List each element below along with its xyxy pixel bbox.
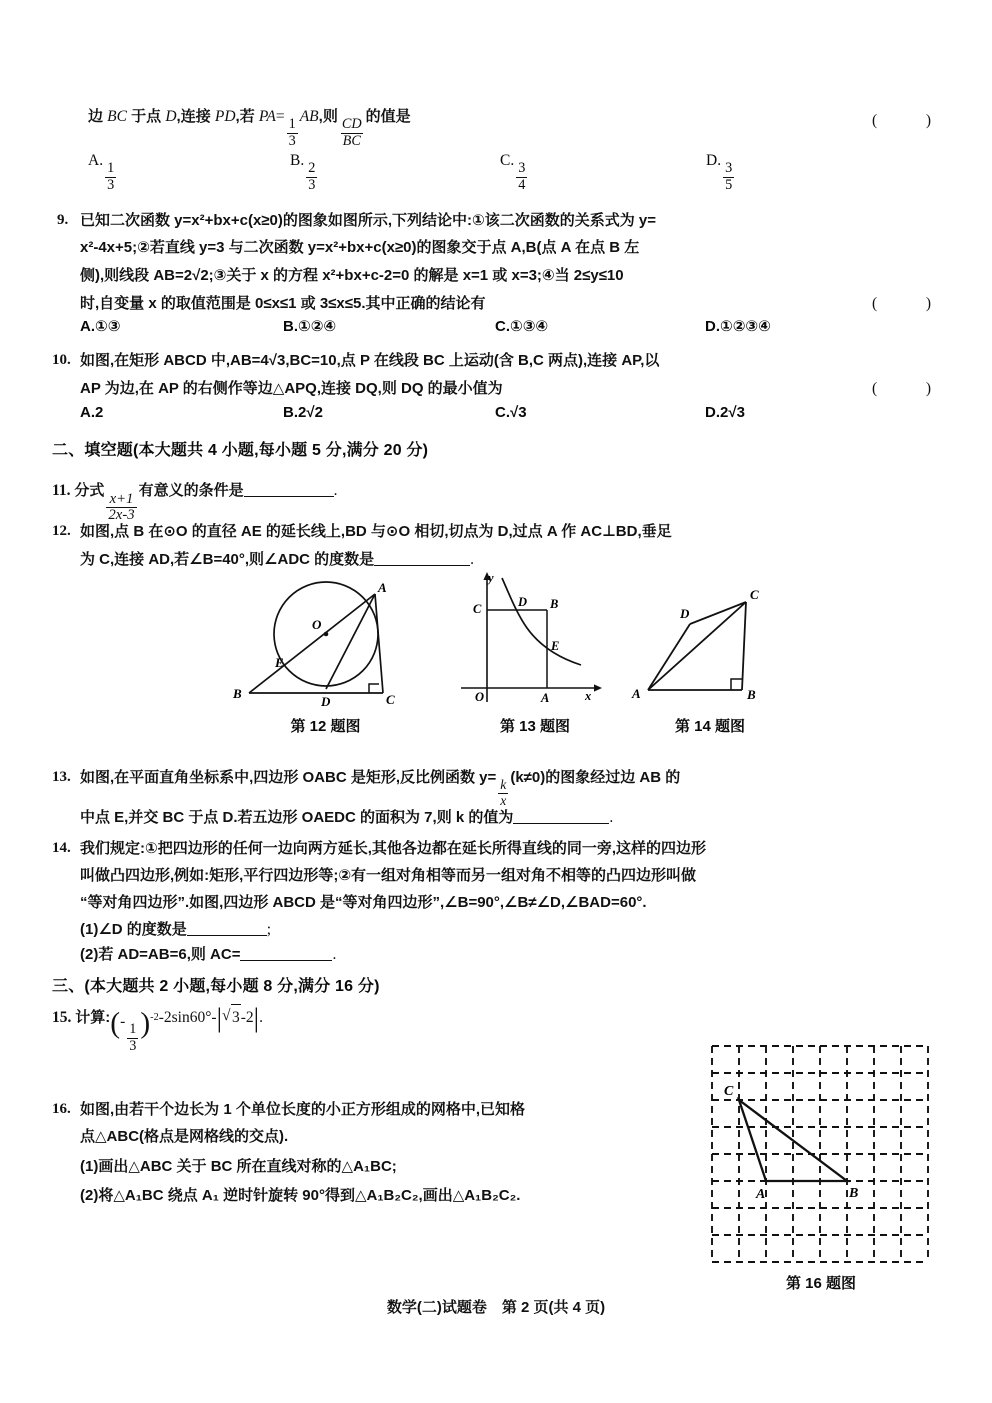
q10-option-D[interactable]: D.2√3 [705, 404, 745, 421]
q15-right-paren: ) [140, 1007, 151, 1040]
q8-option-B-label: B. [290, 152, 305, 169]
q8-option-A-label: A. [88, 152, 104, 169]
q9-answer-bracket[interactable]: ( ) [872, 295, 937, 312]
line-AC [648, 602, 746, 690]
q15-mid-expression: -2sin60°- [158, 1009, 217, 1026]
question-16-line-2: 点△ABC(格点是网格线的交点). [80, 1128, 289, 1145]
q9-option-B[interactable]: B.①②④ [283, 318, 337, 335]
figure-13-svg [455, 566, 615, 711]
figure-13 [455, 566, 615, 711]
question-9-line-3: 侧),则线段 AB=2√2;③关于 x 的方程 x²+bx+c-2=0 的解是 x=1 或 x=3;④当 2≤y≤10 [80, 267, 624, 284]
question-14-sub-2 [80, 942, 580, 968]
q15-abs-inner-rest: -2 [240, 1009, 254, 1026]
line-DC [690, 602, 746, 624]
q8-option-C-num: 3 [518, 160, 526, 177]
q8-frac2-numerator: CD [341, 116, 362, 133]
q8-fraction-one-third [287, 117, 298, 148]
q8-seg-pd: PD [214, 108, 236, 125]
figure-14-label-D: D [680, 606, 690, 621]
question-16-sub-1: (1)画出△ABC 关于 BC 所在直线对称的△A₁BC; [80, 1158, 397, 1175]
grid-lines [712, 1046, 928, 1262]
q8-option-C[interactable] [500, 152, 529, 193]
q9-option-C[interactable]: C.①③④ [495, 318, 549, 335]
q13-line1-a: 如图,在平面直角坐标系中,四边形 OABC 是矩形,反比例函数 y= [80, 769, 497, 786]
q14-sub1-pre: (1)∠D 的度数是 [80, 921, 187, 938]
question-10-line-2: AP 为边,在 AP 的右侧作等边△APQ,连接 DQ,则 DQ 的最小值为 [80, 380, 503, 397]
figure-14-caption: 第 14 题图 [674, 718, 746, 735]
question-9-number: 9. [57, 212, 69, 228]
q10-answer-bracket[interactable]: ( ) [872, 380, 937, 397]
q13-period: . [609, 809, 614, 826]
q8-seg-bc: BC [107, 108, 127, 125]
q8-option-D-num: 3 [725, 160, 733, 177]
question-9-line-2: x²-4x+5;②若直线 y=3 与二次函数 y=x²+bx+c(x≥0)的图象交于点 A,B(点 A 在点 B 左 [80, 239, 640, 256]
section-2-heading: 二、填空题(本大题共 4 小题,每小题 5 分,满分 20 分) [52, 442, 429, 459]
line-AC [375, 594, 383, 693]
figure-12-label-A: A [378, 580, 387, 595]
question-10-number: 10. [52, 352, 71, 368]
q15-sqrt-radicand: 3 [231, 1004, 241, 1031]
figure-12-caption: 第 12 题图 [290, 718, 361, 735]
right-angle-mark-B [731, 679, 742, 690]
q15-text-pre: 计算: [75, 1009, 111, 1026]
q13-fraction-k-over-x [498, 778, 508, 808]
q13-line2-pre: 中点 E,并交 BC 于点 D.若五边形 OAEDC 的面积为 7,则 k 的值为 [80, 809, 514, 826]
q12-line2-pre: 为 C,连接 AD,若∠B=40°,则∠ADC 的度数是 [80, 551, 375, 568]
question-13-line-1 [80, 765, 960, 808]
q15-power-expression [110, 1005, 158, 1054]
question-12-line-1: 如图,点 B 在⊙O 的直径 AE 的延长线上,BD 与⊙O 相切,切点为 D,过点 A 作 AC⊥BD,垂足 [80, 523, 672, 540]
q11-frac-numerator: x+1 [109, 490, 134, 507]
q14-sub2-pre: (2)若 AD=AB=6,则 AC= [80, 946, 241, 963]
figure-13-label-A: A [541, 691, 550, 705]
q8-text-3: ,连接 [176, 108, 215, 125]
q12-answer-blank[interactable] [374, 550, 470, 566]
question-14-number: 14. [52, 840, 71, 856]
q14-sub1-blank[interactable] [187, 920, 267, 936]
figure-16-label-C: C [724, 1084, 734, 1099]
figure-13-label-E: E [551, 639, 560, 653]
figure-13-label-y: y [488, 571, 494, 585]
q8-seg-pa: PA [258, 108, 276, 125]
figure-14 [630, 580, 790, 710]
line-BA [249, 594, 375, 693]
figure-14-label-B: B [747, 687, 756, 702]
question-15-number: 15. [52, 1009, 72, 1026]
question-12-line-2 [80, 547, 780, 573]
q12-period: . [470, 551, 475, 568]
question-16-number: 16. [52, 1101, 71, 1117]
q8-option-C-den: 4 [518, 176, 526, 193]
q15-fraction-one-third [127, 1022, 138, 1053]
question-16-sub-2: (2)将△A₁BC 绕点 A₁ 逆时针旋转 90°得到△A₁B₂C₂,画出△A₁B₂C₂. [80, 1187, 521, 1204]
q8-option-D-value [723, 161, 734, 192]
q9-option-D[interactable]: D.①②③④ [705, 318, 771, 335]
q10-option-A[interactable]: A.2 [80, 404, 104, 421]
question-14-line-2: 叫做凸四边形,例如:矩形,平行四边形等;②有一组对角相等而另一组对角不相等的凸四边形叫做 [80, 867, 697, 884]
page-footer: 数学(二)试题卷 第 2 页(共 4 页) [386, 1299, 606, 1316]
q10-option-B[interactable]: B.2√2 [283, 404, 323, 421]
figure-16-label-B: B [849, 1186, 859, 1201]
q8-text-4: ,若 [235, 108, 259, 125]
q14-sub2-blank[interactable] [240, 945, 332, 961]
question-12-number: 12. [52, 523, 71, 539]
figure-12-label-B: B [233, 686, 242, 701]
figure-14-label-C: C [750, 587, 759, 602]
q8-answer-bracket[interactable]: ( ) [872, 112, 937, 129]
q8-option-D-den: 5 [725, 176, 733, 193]
q8-option-A-value [105, 161, 116, 192]
question-10-line-1: 如图,在矩形 ABCD 中,AB=4√3,BC=10,点 P 在线段 BC 上运动(含 B,C 两点),连接 AP,以 [80, 352, 660, 369]
q8-text-6: 的值是 [365, 108, 411, 125]
question-13-number: 13. [52, 769, 71, 785]
figure-12-label-D: D [321, 694, 331, 709]
q15-abs-bar-right: | [253, 1002, 260, 1033]
q11-period: . [333, 482, 338, 499]
q8-text-1: 边 [88, 108, 108, 125]
q8-option-B[interactable] [290, 152, 319, 193]
q8-frac-denominator: 3 [288, 132, 296, 149]
q15-frac-denominator: 3 [129, 1037, 137, 1054]
q11-text-post: 有意义的条件是 [138, 482, 244, 499]
q8-option-D[interactable] [706, 152, 736, 193]
question-15 [52, 1004, 652, 1054]
q13-frac-numerator: k [500, 777, 507, 793]
q15-period: . [259, 1009, 263, 1026]
question-9-line-1: 已知二次函数 y=x²+bx+c(x≥0)的图象如图所示,下列结论中:①该二次函数的关系式为 y= [80, 212, 657, 229]
figure-12-label-E: E [275, 655, 284, 670]
figure-12-svg [213, 576, 438, 711]
q13-frac-denominator: x [500, 792, 507, 808]
q8-option-B-den: 3 [308, 176, 316, 193]
q8-option-B-value [306, 161, 317, 192]
q9-option-A[interactable]: A.①③ [80, 318, 121, 335]
q15-minus-sign: - [120, 1013, 126, 1030]
q14-sub1-post: ; [266, 921, 272, 938]
question-14-line-1: 我们规定:①把四边形的任何一边向两方延长,其他各边都在延长所得直线的同一旁,这样的四边形 [80, 840, 707, 857]
question-13-line-2 [80, 805, 960, 831]
q8-fraction-cd-bc [340, 117, 364, 148]
question-11 [52, 478, 752, 524]
question-11-number: 11. [52, 482, 71, 499]
q8-text-5: ,则 [318, 108, 338, 125]
q8-frac2-denominator: BC [342, 132, 361, 149]
figure-16-svg [706, 1040, 936, 1270]
question-14-line-3: “等对角四边形”.如图,四边形 ABCD 是“等对角四边形”,∠B=90°,∠B≠∠D,∠BAD=60°. [80, 894, 647, 911]
figure-13-caption: 第 13 题图 [499, 718, 571, 735]
q8-seg-d: D [165, 108, 177, 125]
figure-16-caption: 第 16 题图 [785, 1275, 857, 1292]
q8-frac-numerator: 1 [288, 116, 296, 133]
figure-12 [213, 576, 438, 711]
q10-option-C[interactable]: C.√3 [495, 404, 527, 421]
figure-12-label-O: O [312, 617, 322, 632]
figure-14-label-A: A [632, 686, 641, 701]
question-8-stem [88, 104, 908, 149]
q8-option-A-num: 1 [107, 160, 115, 177]
line-AD [326, 594, 375, 689]
figure-13-label-D: D [518, 595, 528, 609]
question-14-sub-1 [80, 917, 580, 943]
q8-option-C-value [516, 161, 527, 192]
q8-option-B-num: 2 [308, 160, 316, 177]
figure-14-svg [630, 580, 790, 710]
figure-12-label-C: C [386, 692, 395, 707]
q8-option-C-label: C. [500, 152, 515, 169]
section-3-heading: 三、(本大题共 2 小题,每小题 8 分,满分 16 分) [52, 978, 380, 995]
q15-exponent: -2 [150, 1011, 159, 1023]
q15-abs-bar-left: | [216, 1002, 222, 1033]
right-angle-mark-C [369, 684, 379, 693]
figure-13-label-C: C [473, 602, 482, 616]
q8-option-A-den: 3 [107, 176, 115, 193]
q13-answer-blank[interactable] [513, 808, 609, 824]
q11-text-pre: 分式 [74, 482, 105, 499]
q11-frac-denominator: 2x-3 [108, 507, 135, 524]
q15-frac-numerator: 1 [129, 1021, 137, 1038]
question-9-line-4: 时,自变量 x 的取值范围是 0≤x≤1 或 3≤x≤5.其中正确的结论有 [80, 295, 486, 312]
figure-13-label-x: x [585, 689, 592, 703]
q8-option-D-label: D. [706, 152, 722, 169]
q8-option-A[interactable] [88, 152, 118, 193]
q15-left-paren: ( [110, 1007, 121, 1040]
q8-seg-ab: AB [299, 108, 319, 125]
q15-sqrt-3 [222, 1004, 241, 1031]
q8-text-2: 于点 [126, 108, 166, 125]
q13-line1-b: (k≠0)的图象经过边 AB 的 [510, 769, 681, 786]
figure-13-label-B: B [550, 597, 559, 611]
q14-sub2-post: . [332, 946, 337, 963]
q8-equals: = [275, 108, 285, 125]
figure-16 [706, 1040, 936, 1270]
q11-answer-blank[interactable] [244, 481, 334, 497]
x-axis-arrow [594, 684, 602, 691]
hyperbola-curve [502, 578, 581, 665]
figure-13-label-O: O [475, 690, 485, 704]
figure-16-label-A: A [756, 1187, 766, 1202]
line-BC [742, 602, 746, 690]
question-16-line-1: 如图,由若干个边长为 1 个单位长度的小正方形组成的网格中,已知格 [80, 1101, 526, 1118]
